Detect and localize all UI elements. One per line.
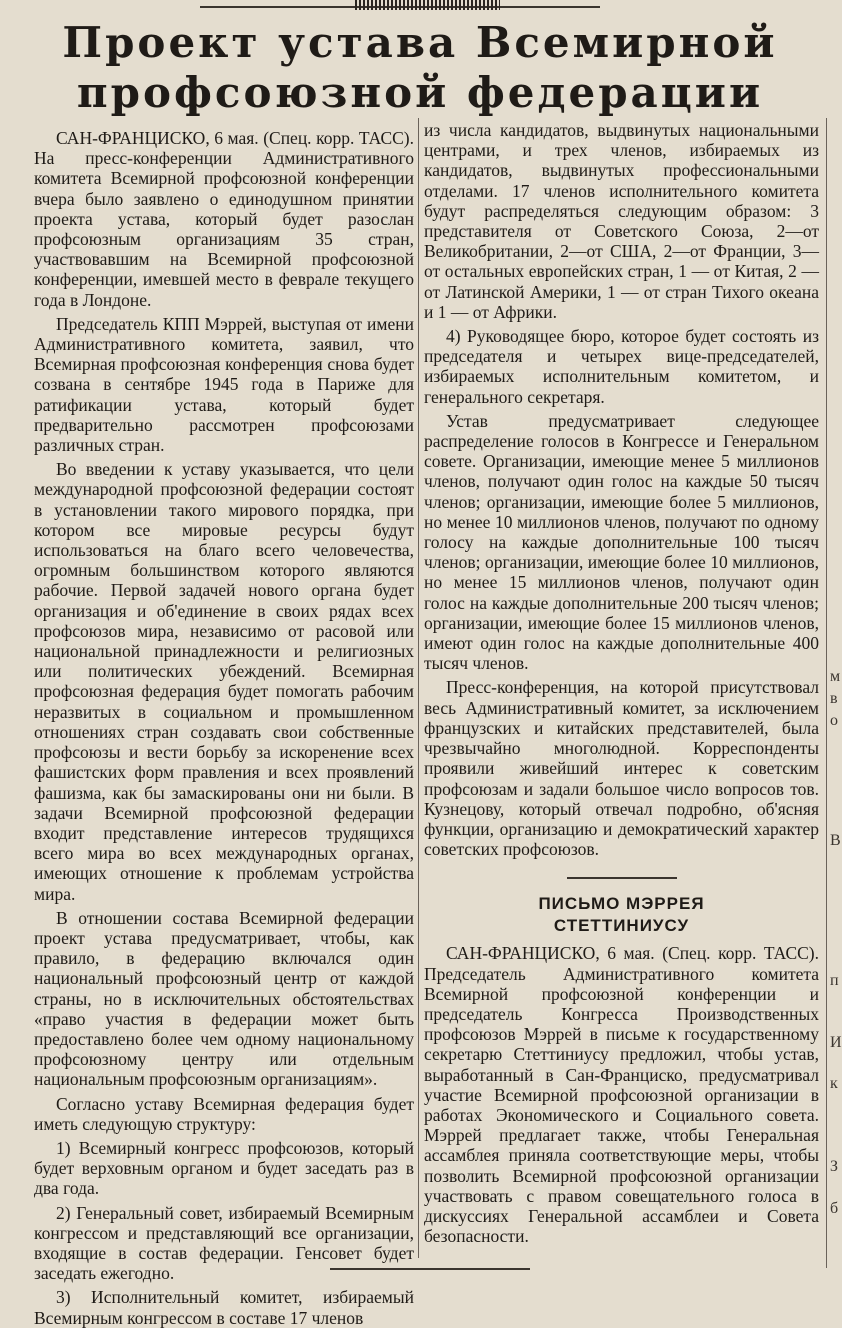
paragraph: Во введении к уставу указывается, что цели международной профсоюзной федерации состоят в установлении такого мирового порядка, при котором все мировые ресурсы будут использоваться на благо всего человечества, огромным большинством которого являются рабочие. Первой задачей нового органа будет организация и об'единение в своих рядах всех профсоюзов мира, независимо от расовой или национальной принадлежности и религиозных или политических убеждений. Всемирная профсоюзная федерация будет помогать рабочим неразвитых в социальном и промышленном отношениях стран создавать свои собственные профсоюзы и вести борьбу за искоренение всех фашистских форм правления и всех проявлений фашизма, как бы замаскированы они ни были. В задачи Всемирной профсоюзной федерации входит представление интересов трудящихся всего мира во всех международных органах, имеющих отношение к проблемам устройства мира.	[34, 459, 414, 904]
second-article-title	[424, 893, 819, 937]
paragraph: Пресс-конференция, на которой присутствовал весь Административный комитет, за исключением французских и китайских представителей, была чрезвычайно многолюдной. Корреспонденты проявили живейший интерес к советским профсоюзам и задали большое число вопросов тов. Кузнецову, который отвечал подробно, об'ясняя функции, организацию и демократический характер советских профсоюзов.	[424, 677, 819, 860]
edge-letter: б	[830, 1200, 839, 1217]
paragraph: 3) Исполнительный комитет, избираемый Всемирным конгрессом в составе 17 членов	[34, 1287, 414, 1328]
edge-letter: м	[830, 668, 841, 685]
paragraph: Согласно уставу Всемирная федерация будет иметь следующую структуру:	[34, 1093, 414, 1134]
paragraph: Председатель КПП Мэррей, выступая от имени Административного комитета, заявил, что Всемирная профсоюзная конференция снова будет созвана в сентябре 1945 года в Париже для ратификации устава, который будет предварительно рассмотрен профсоюзами различных стран.	[34, 313, 414, 456]
paragraph: Устав предусматривает следующее распределение голосов в Конгрессе и Генеральном совете. Организации, имеющие менее 5 миллионов членов, получают один голос на каждые 50 тысяч членов; организации, имеющие более 5 миллионов, но менее 10 миллионов членов, получают по одному голосу на каждые дополнительные 100 тысяч членов; организации, имеющие более 10 миллионов, но менее 15 миллионов членов, получают один голос на каждые дополнительные 200 тысяч членов; организации, имеющие более 15 миллионов членов, имеют один голос на каждые дополнительные 400 тысяч членов.	[424, 410, 819, 674]
bottom-rule	[330, 1268, 530, 1270]
second-article-title-line-2: СТЕТТИНИУСУ	[553, 916, 690, 936]
article-separator	[567, 877, 677, 879]
headline	[0, 18, 840, 118]
column-divider	[418, 118, 419, 1258]
edge-letter: З	[830, 1158, 839, 1175]
headline-line-2: профсоюзной федерации	[76, 68, 764, 117]
second-article-body: САН-ФРАНЦИСКО, 6 мая. (Спец. корр. ТАСС). Председатель Административного комитета Всемирной профсоюзной конференции и председатель Конгресса Производственных профсоюзов Мэррей в письме к государственному секретарю Стеттиниусу предложил, чтобы устав, выработанный в Сан-Франциско, предусматривал участие Всемирной профсоюзной организации в работах Экономического и Социального совета. Мэррей предлагает также, чтобы Генеральная ассамблея приняла соответствующие меры, чтобы позволить Всемирной профсоюзной организации участвовать с правом совещательного голоса в дискуссиях Генеральной ассамблеи и Совета безопасности.	[424, 943, 819, 1247]
edge-letter: в	[830, 690, 838, 707]
paragraph: В отношении состава Всемирной федерации проект устава предусматривает, чтобы, как правило, в федерацию включался один национальный профсоюзный центр от каждой страны, но в исключительных обстоятельствах «право участия в федерации может быть предоставлено более чем одному национальному профсоюзному центру или отдельным национальным профсоюзным организациям».	[34, 907, 414, 1090]
edge-letter: И	[830, 1034, 842, 1051]
article-right-column	[424, 120, 819, 1246]
top-ornament	[355, 0, 500, 10]
edge-letter: В	[830, 832, 841, 849]
paragraph: 4) Руководящее бюро, которое будет состоять из председателя и четырех вице-председателей, избираемых исполнительным комитетом, и генерального секретаря.	[424, 326, 819, 407]
paragraph: 2) Генеральный совет, избираемый Всемирным конгрессом и представляющий все организации, входящие в состав федерации. Генсовет будет заседать ежегодно.	[34, 1202, 414, 1284]
edge-letter: о	[830, 712, 838, 729]
right-column-divider	[826, 118, 827, 1268]
paragraph: САН-ФРАНЦИСКО, 6 мая. (Спец. корр. ТАСС). На пресс-конференции Административного комитета Всемирной профсоюзной конференции вчера было заявлено о единодушном принятии проекта устава, который будет разослан профсоюзным организациям 35 стран, участвовавшим на Всемирной профсоюзной конференции, имевшей место в феврале текущего года в Лондоне.	[34, 128, 414, 310]
edge-letter: п	[830, 972, 839, 989]
article-left-column	[34, 128, 414, 1328]
edge-letter: к	[830, 1075, 838, 1092]
paragraph: 1) Всемирный конгресс профсоюзов, который будет верховным органом и будет заседать раз в два года.	[34, 1137, 414, 1199]
headline-line-1: Проект устава Всемирной	[62, 18, 778, 67]
second-article-title-line-1: ПИСЬМО МЭРРЕЯ	[538, 894, 705, 914]
paragraph: из числа кандидатов, выдвинутых национальными центрами, и трех членов, избираемых из кандидатов, выдвинутых профессиональными отделами. 17 членов исполнительного комитета будут распределяться следующим образом: 3 представителя от Советского Союза, 2—от Великобритании, 2—от США, 2—от Франции, 3—от остальных европейских стран, 1 — от Китая, 2 — от Латинской Америки, 1 — от стран Тихого океана и 1 — от Африки.	[424, 120, 819, 322]
